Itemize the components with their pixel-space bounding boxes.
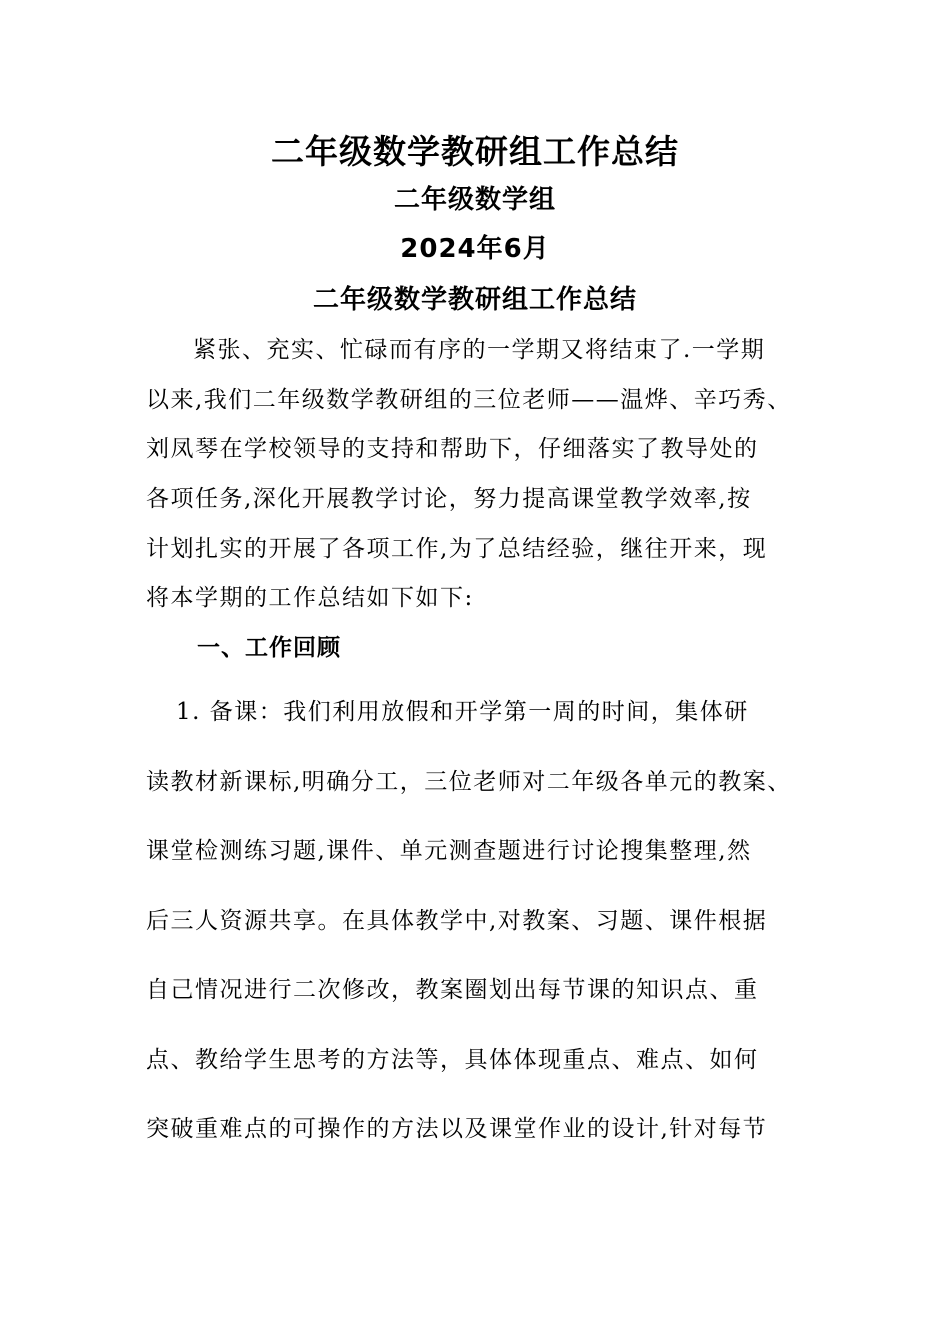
- intro-line: 以来,我们二年级数学教研组的三位老师——温烨、辛巧秀、: [146, 387, 792, 413]
- intro-line: 各项任务,深化开展教学讨论，努力提高课堂教学效率,按: [146, 486, 752, 512]
- item-line: 课堂检测练习题,课件、单元测查题进行讨论搜集整理,然: [146, 838, 752, 864]
- document-group: 二年级数学组: [393, 185, 556, 215]
- intro-line: 紧张、充实、忙碌而有序的一学期又将结束了.一学期: [193, 337, 766, 363]
- intro-line: 计划扎实的开展了各项工作,为了总结经验，继往开来，现: [146, 536, 768, 562]
- document-title: 二年级数学教研组工作总结: [271, 132, 679, 171]
- intro-line: 刘凤琴在学校领导的支持和帮助下，仔细落实了教导处的: [146, 436, 759, 462]
- item-line: 点、教给学生思考的方法等，具体体现重点、难点、如何: [146, 1047, 759, 1073]
- item-line: 读教材新课标,明确分工，三位老师对二年级各单元的教案、: [146, 769, 792, 795]
- document-date: 2024年6月: [400, 234, 550, 264]
- section-heading: 一、工作回顾: [197, 635, 341, 661]
- item-line: 自己情况进行二次修改，教案圈划出每节课的知识点、重: [146, 977, 759, 1003]
- item-line: 1. 备课：我们利用放假和开学第一周的时间，集体研: [176, 699, 749, 725]
- item-line: 后三人资源共享。在具体教学中,对教案、习题、课件根据: [146, 908, 768, 934]
- document-subtitle: 二年级数学教研组工作总结: [312, 285, 637, 315]
- item-line: 突破重难点的可操作的方法以及课堂作业的设计,针对每节: [146, 1116, 768, 1142]
- intro-line: 将本学期的工作总结如下如下:: [146, 585, 474, 611]
